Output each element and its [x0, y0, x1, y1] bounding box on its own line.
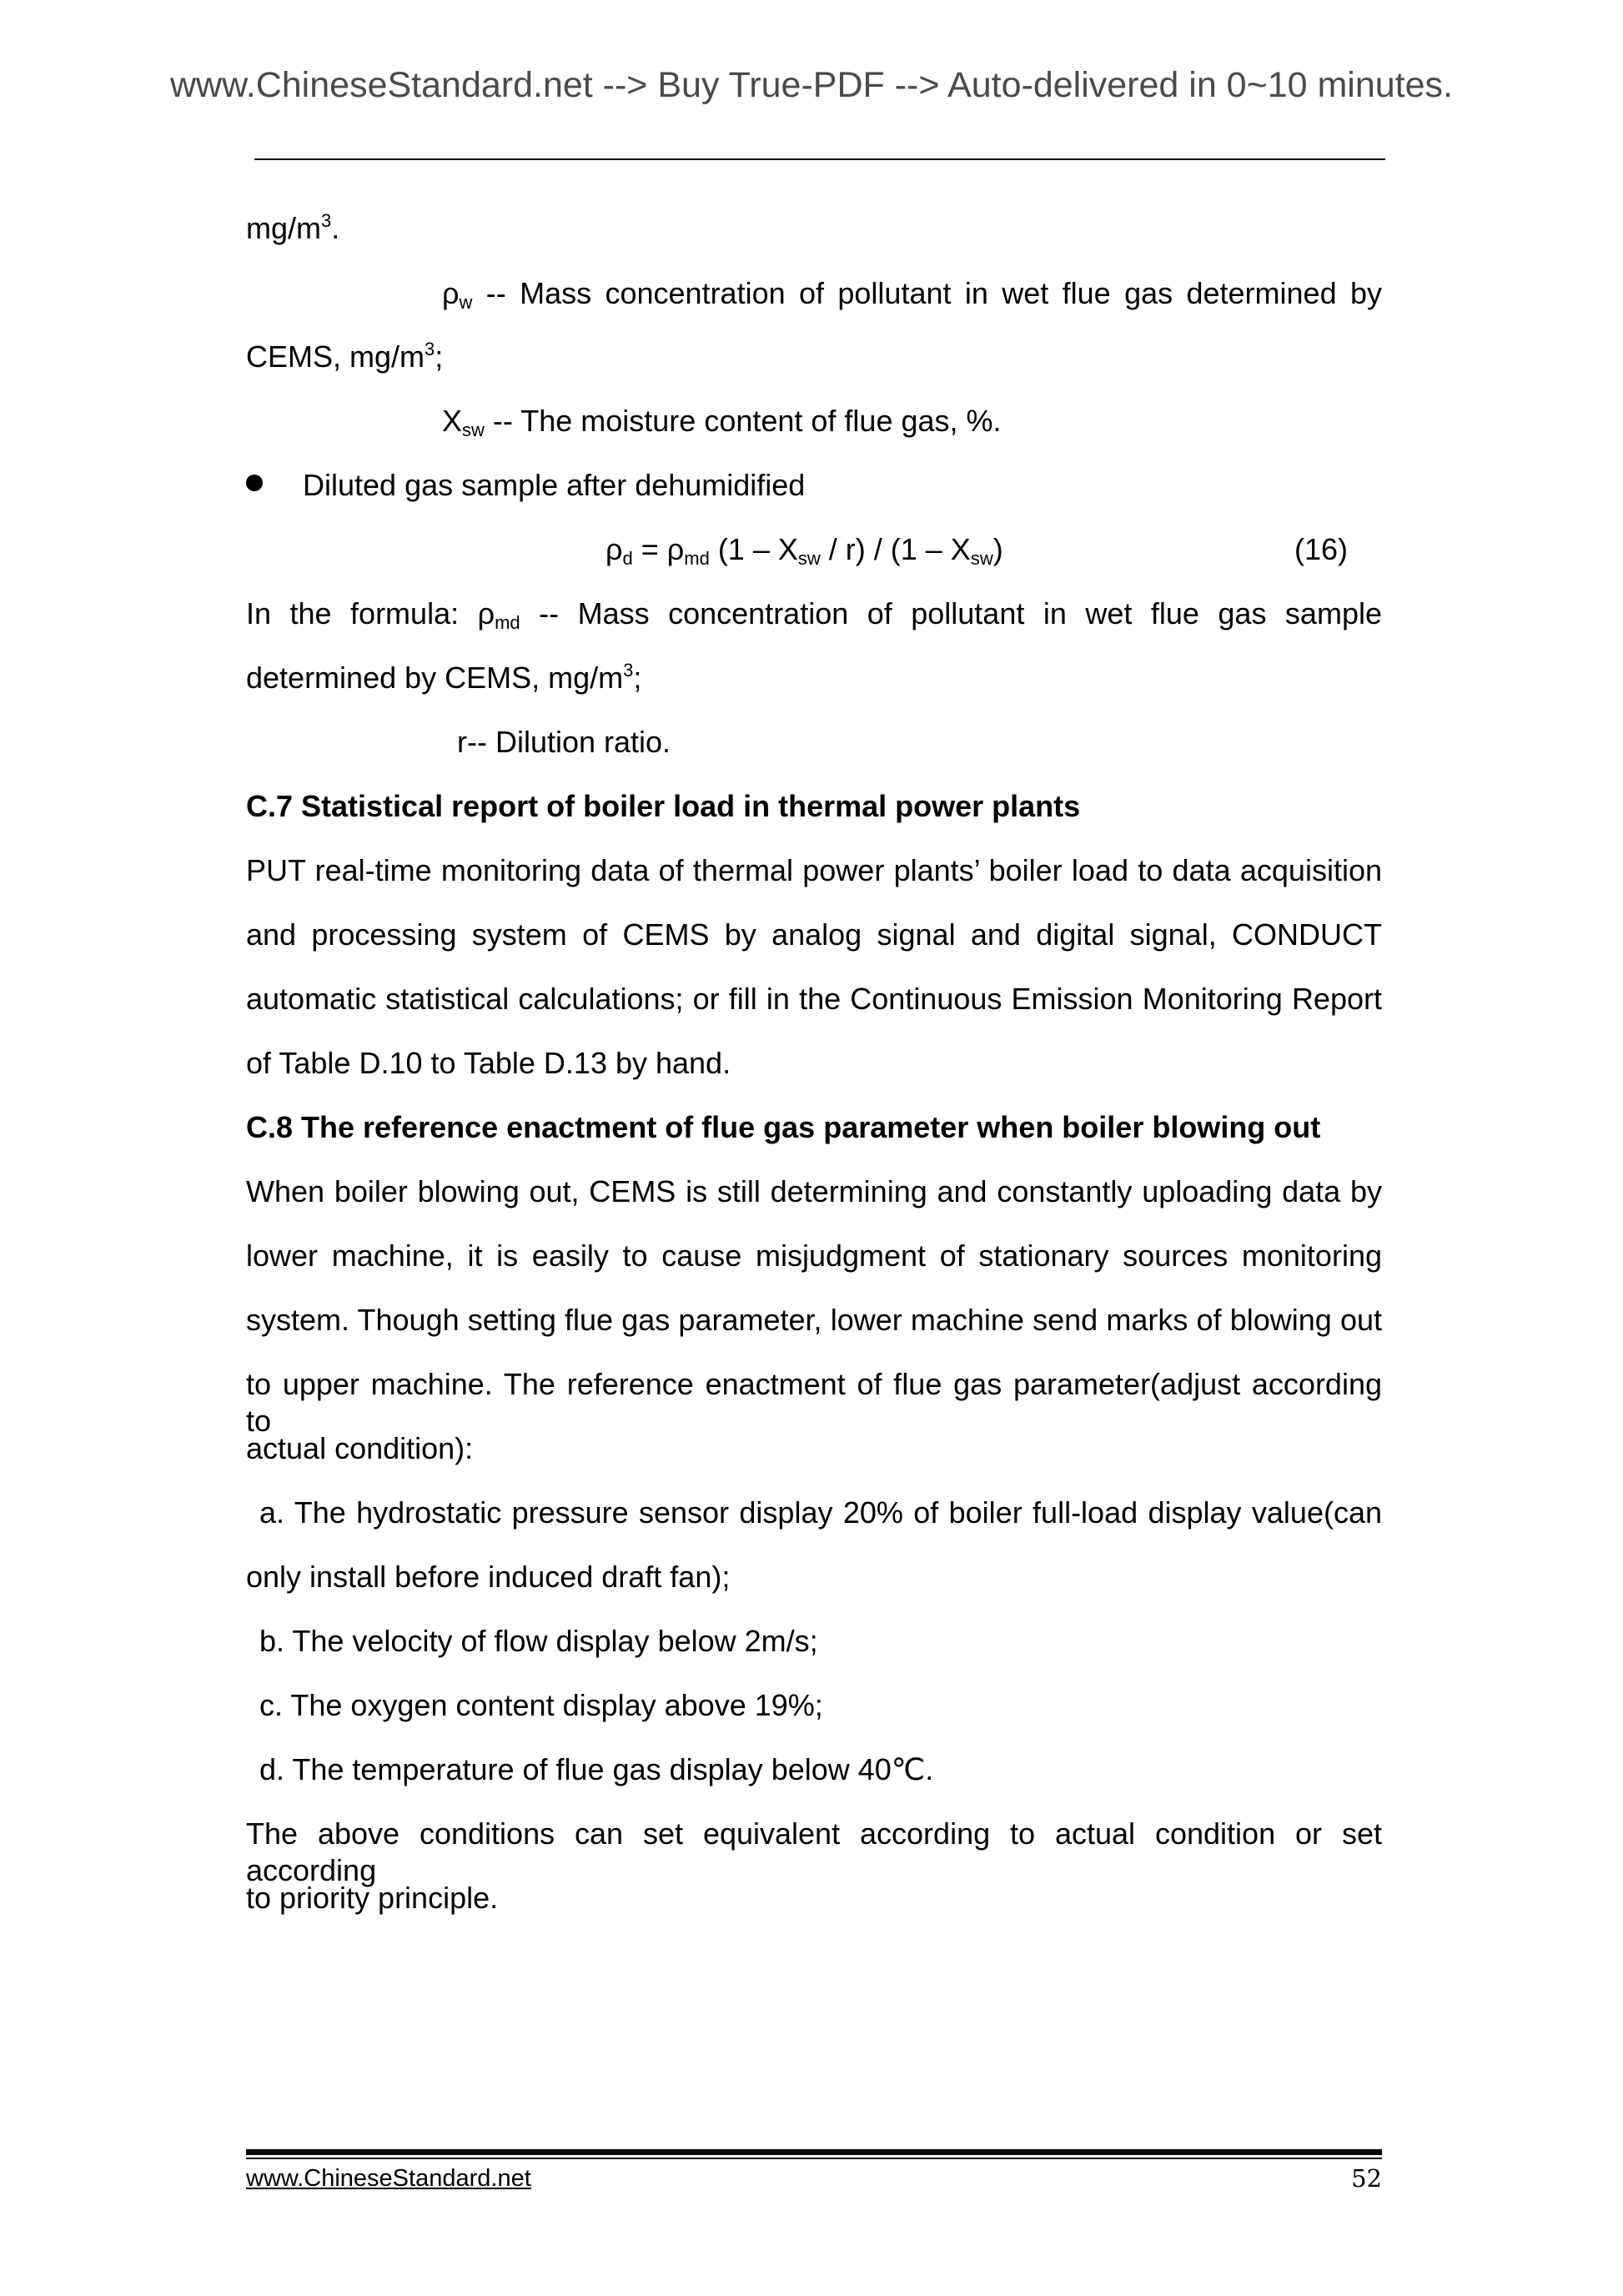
footer-divider [246, 2149, 1382, 2155]
formula-part: = ρ [632, 532, 685, 566]
list-item-b: b. The velocity of flow display below 2m/s; [259, 1624, 818, 1658]
paragraph-line: of Table D.10 to Table D.13 by hand. [246, 1046, 731, 1080]
paragraph-line: system. Though setting flue gas parameter, lower machine send marks of blowing out [246, 1303, 1382, 1337]
formula-part: ρ [605, 532, 623, 566]
text-run: ρ [442, 276, 460, 310]
paragraph-line: and processing system of CEMS by analog signal and digital signal, CONDUCT [246, 917, 1382, 952]
subscript: d [622, 548, 633, 569]
text-run: determined by CEMS, mg/m [246, 661, 624, 695]
equation-number: (16) [1294, 532, 1349, 566]
list-item-c: c. The oxygen content display above 19%; [259, 1688, 823, 1722]
definition-xsw [442, 403, 1002, 440]
superscript: 3 [623, 660, 634, 681]
superscript: 3 [425, 339, 435, 359]
paragraph-line: actual condition): [246, 1431, 474, 1465]
text-run: -- The moisture content of flue gas, %. [484, 404, 1002, 438]
definition-rho-w [442, 275, 1382, 312]
formula-16 [605, 531, 1003, 568]
subscript: sw [797, 548, 821, 569]
paragraph-line: PUT real-time monitoring data of thermal power plants’ boiler load to data acquisition [246, 853, 1382, 887]
paragraph-line: The above conditions can set equivalent according to actual condition or set according [246, 1816, 1382, 1887]
text-run: -- Mass concentration of pollutant in wet flue gas sample [520, 596, 1382, 631]
page-number: 52 [1351, 2164, 1382, 2193]
paragraph-line: to upper machine. The reference enactment of flue gas parameter(adjust according to [246, 1367, 1382, 1438]
bullet-text: Diluted gas sample after dehumidified [303, 468, 806, 502]
bullet-icon [246, 475, 263, 491]
list-item-a: a. The hydrostatic pressure sensor display 20% of boiler full-load display value(can [259, 1495, 1382, 1530]
header-divider [254, 158, 1385, 160]
text-run: . [331, 211, 340, 245]
section-heading-c8: C.8 The reference enactment of flue gas parameter when boiler blowing out [246, 1110, 1321, 1144]
formula-part: (1 – X [709, 532, 798, 566]
text-run: ; [435, 339, 444, 374]
footer-divider-thin [246, 2158, 1382, 2159]
paragraph-line: only install before induced draft fan); [246, 1560, 731, 1594]
body-line [246, 660, 641, 696]
text-run: CEMS, mg/m [246, 339, 425, 374]
formula-explanation [246, 595, 1382, 632]
page-header: www.ChineseStandard.net --> Buy True-PDF --> Auto-delivered in 0~10 minutes. [169, 65, 1453, 105]
subscript: md [495, 612, 520, 633]
subscript: md [684, 548, 710, 569]
formula-part: ) [992, 532, 1003, 566]
text-run: In the formula: ρ [246, 596, 495, 631]
paragraph-line: to priority principle. [246, 1881, 499, 1915]
superscript: 3 [321, 210, 332, 231]
paragraph-line: automatic statistical calculations; or fill in the Continuous Emission Monitoring Report [246, 982, 1382, 1016]
body-line [246, 210, 339, 247]
paragraph-line: When boiler blowing out, CEMS is still determining and constantly uploading data by [246, 1174, 1382, 1208]
text-run: mg/m [246, 211, 321, 245]
body-line [246, 339, 443, 375]
section-heading-c7: C.7 Statistical report of boiler load in thermal power plants [246, 789, 1081, 823]
list-item-d: d. The temperature of flue gas display below 40℃. [259, 1752, 934, 1786]
paragraph-line: lower machine, it is easily to cause misjudgment of stationary sources monitoring [246, 1238, 1382, 1273]
definition-r: r-- Dilution ratio. [457, 725, 671, 759]
formula-part: / r) / (1 – X [820, 532, 971, 566]
subscript: w [459, 292, 473, 313]
text-run: X [442, 404, 463, 438]
text-run: ; [633, 661, 642, 695]
subscript: sw [970, 548, 993, 569]
subscript: sw [462, 420, 485, 440]
footer-link[interactable]: www.ChineseStandard.net [246, 2165, 531, 2192]
text-run: -- Mass concentration of pollutant in wet flue gas determined by [472, 276, 1382, 310]
